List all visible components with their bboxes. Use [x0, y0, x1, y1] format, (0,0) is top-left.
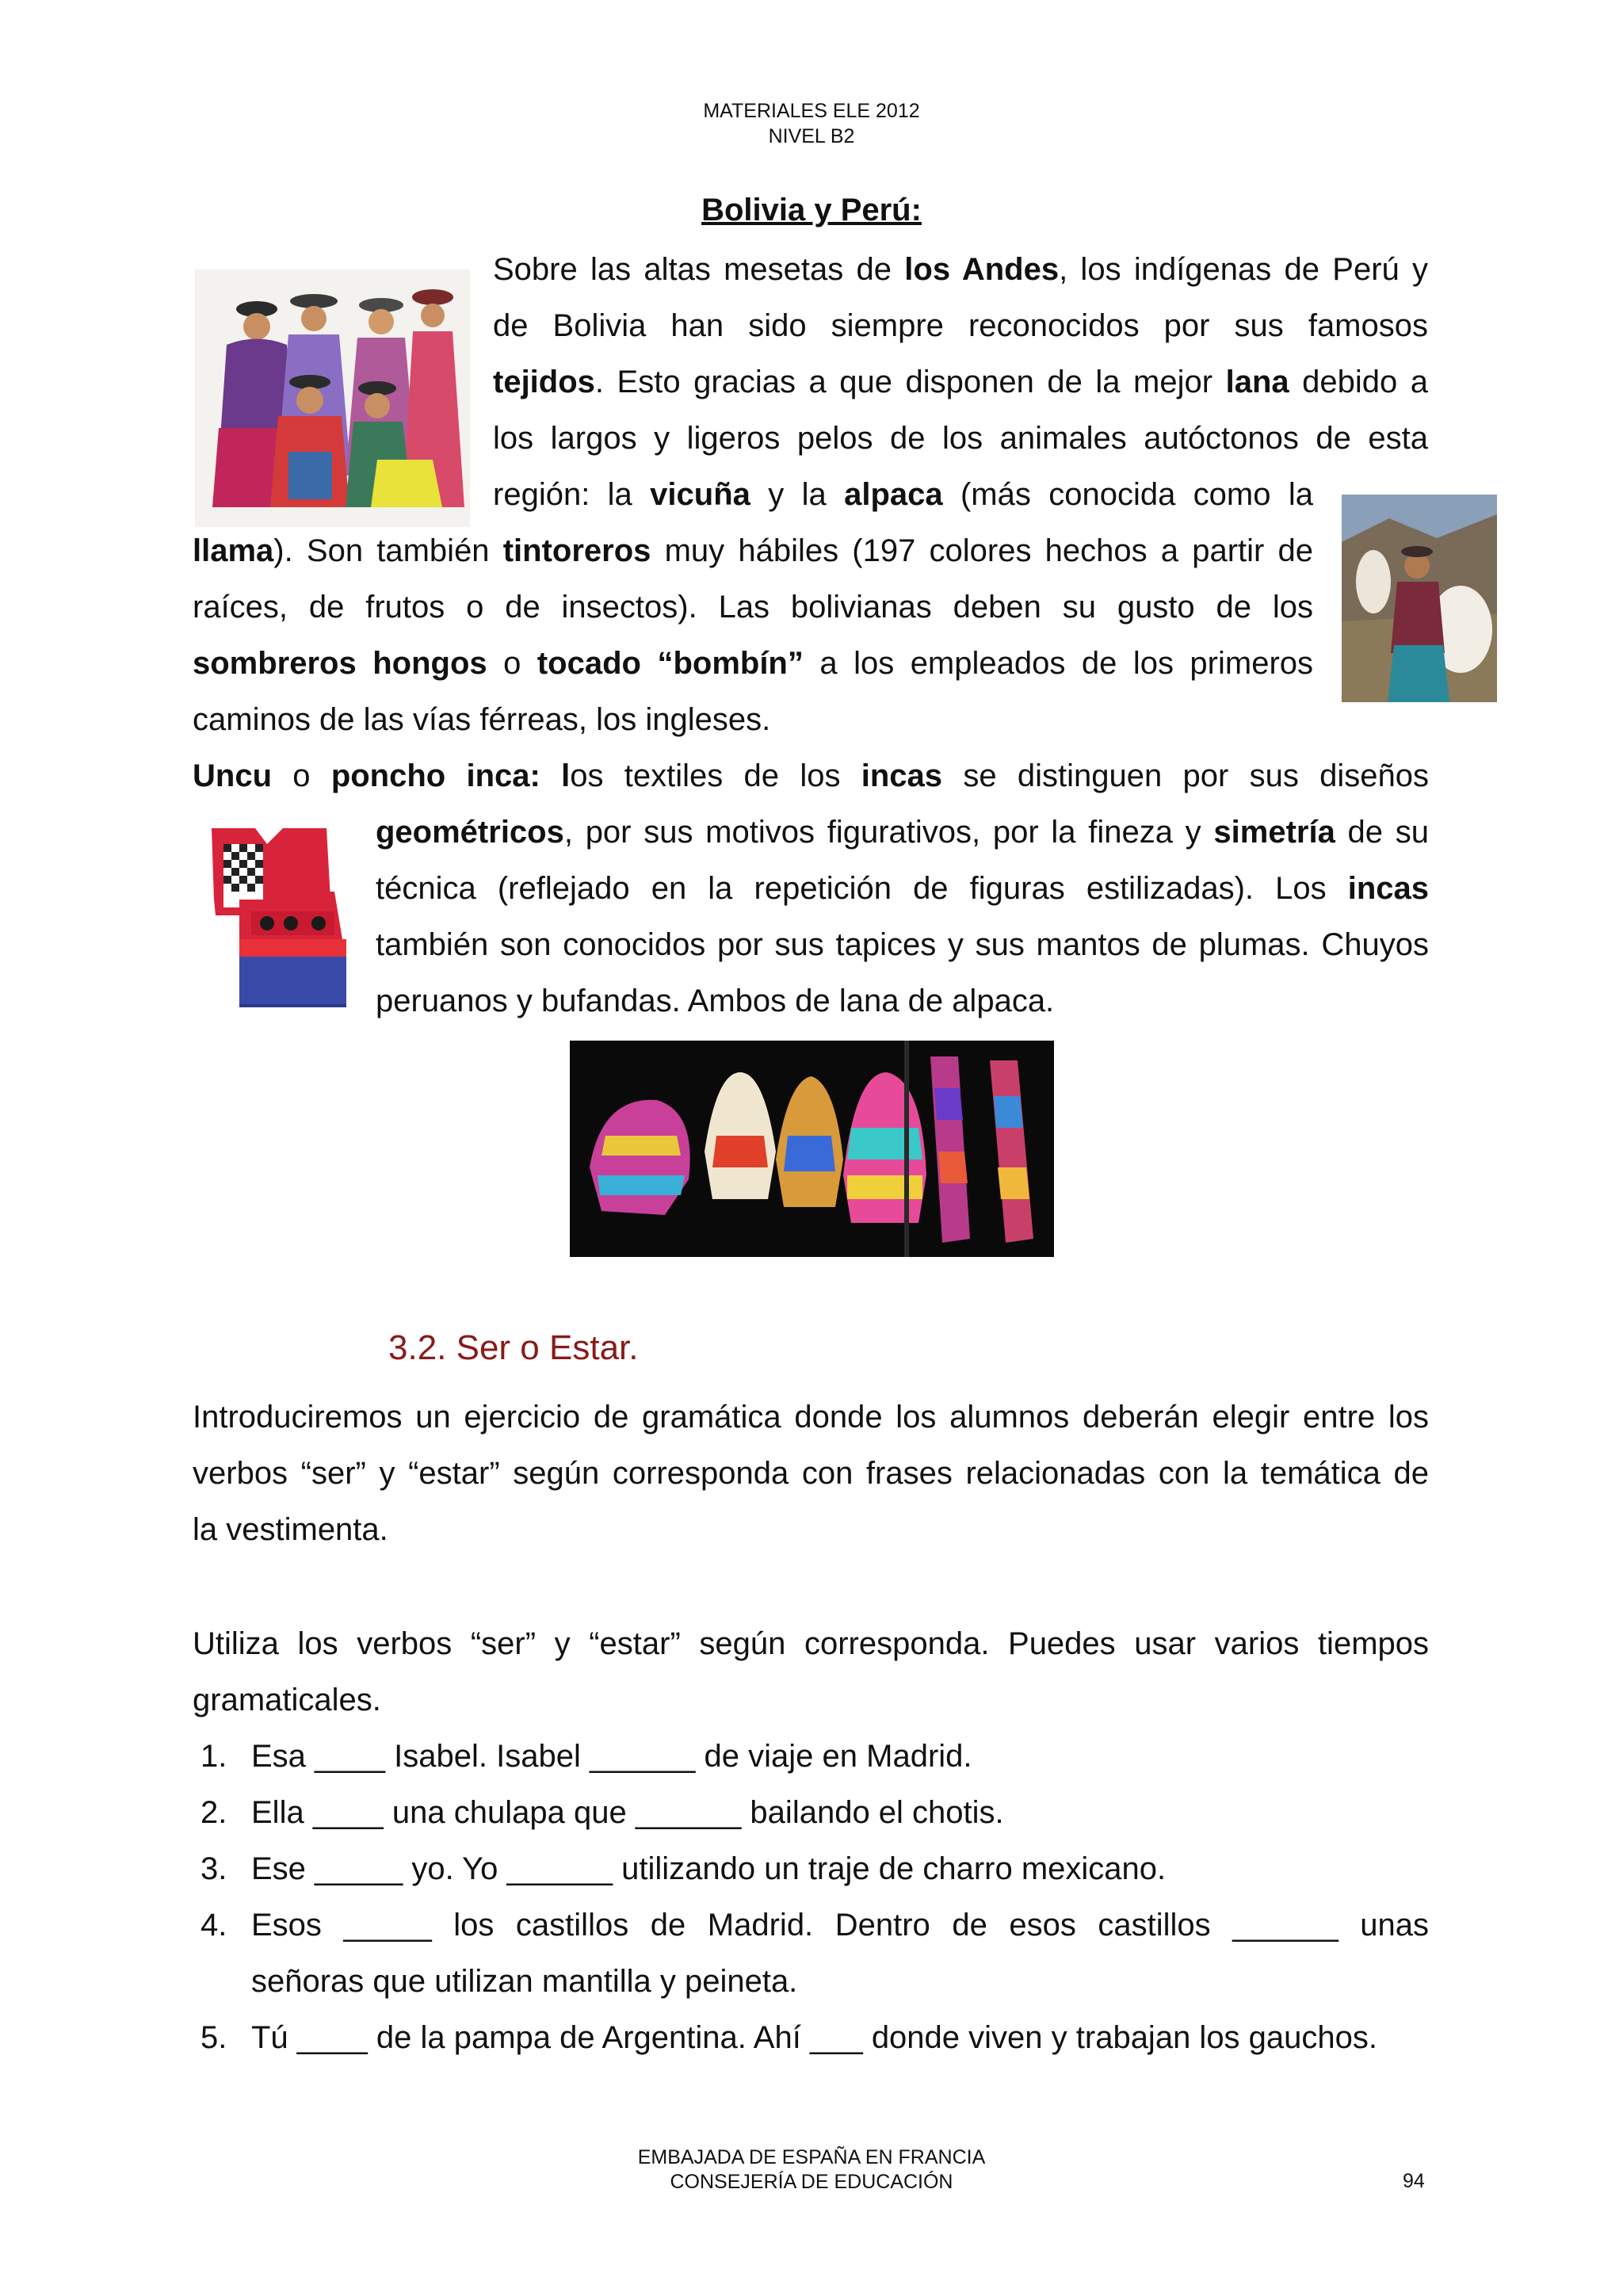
paragraph-instructions [193, 1616, 1429, 1729]
text-line: también son conocidos por sus tapices y sus mantos de plumas. Chuyos [376, 927, 1429, 962]
text-line: Utiliza los verbos “ser” y “estar” según corresponda. Puedes usar varios tiempos [193, 1626, 1429, 1661]
paragraph-bolivia-peru-line5 [493, 467, 1313, 523]
exercise-item [193, 1785, 1429, 1841]
text-line: peruanos y bufandas. Ambos de lana de alpaca. [376, 984, 1055, 1018]
text-line: gramaticales. [193, 1683, 381, 1717]
section-heading-ser-estar: 3.2. Ser o Estar. [388, 1328, 639, 1367]
text-line: tejidos. Esto gracias a que disponen de la mejor lana debido a [493, 365, 1429, 399]
poncho-inca-image [208, 820, 354, 1010]
exercise-number: 4. [200, 1908, 227, 1943]
paragraph-bolivia-peru-bottom [193, 523, 1313, 748]
text-line: la vestimenta. [193, 1512, 388, 1547]
text-line: caminos de las vías férreas, los ingleses. [193, 702, 771, 737]
header-line-2: NIVEL B2 [768, 125, 855, 147]
llama-woman-photo [1342, 495, 1497, 702]
text-line: Uncu o poncho inca: los textiles de los incas se distinguen por sus diseños [193, 758, 1429, 793]
exercise-item [193, 1897, 1429, 2010]
text-line: Sobre las altas mesetas de los Andes, los indígenas de Perú y [493, 252, 1429, 287]
exercise-item [193, 1729, 1429, 1785]
paragraph-bolivia-peru-top [493, 242, 1428, 467]
text-line: geométricos, por sus motivos figurativos, por la fineza y simetría de su [376, 815, 1430, 850]
text-line: técnica (reflejado en la repetición de figuras estilizadas). Los incas [376, 871, 1429, 906]
paragraph-uncu-body [376, 804, 1429, 1030]
exercise-list [193, 1729, 1429, 2066]
header-line-1: MATERIALES ELE 2012 [703, 100, 920, 122]
exercise-text: Esa ____ Isabel. Isabel ______ de viaje en Madrid. [251, 1739, 972, 1774]
exercise-number: 3. [200, 1851, 227, 1886]
paragraph-intro-ser-estar [193, 1389, 1429, 1558]
footer-line-2: CONSEJERÍA DE EDUCACIÓN [670, 2171, 953, 2193]
page-number: 94 [1403, 2170, 1425, 2192]
andean-people-illustration [195, 269, 470, 527]
exercise-text: Ese _____ yo. Yo ______ utilizando un traje de charro mexicano. [251, 1851, 1167, 1886]
text-line: Introduciremos un ejercicio de gramática donde los alumnos deberán elegir entre los [193, 1400, 1429, 1435]
exercise-number: 1. [200, 1739, 227, 1774]
exercise-text: Tú ____ de la pampa de Argentina. Ahí ___ donde viven y trabajan los gauchos. [251, 2020, 1378, 2055]
exercise-item [193, 1841, 1429, 1897]
text-line: de Bolivia han sido siempre reconocidos por sus famosos [493, 308, 1428, 343]
exercise-text: Esos _____ los castillos de Madrid. Dentro de esos castillos ______ unas [251, 1908, 1429, 1943]
footer-line-1: EMBAJADA DE ESPAÑA EN FRANCIA [637, 2146, 986, 2168]
text-line: sombreros hongos o tocado “bombín” a los empleados de los primeros [193, 646, 1314, 681]
knitted-hats-scarves-photo [570, 1041, 1054, 1257]
text-line: región: la vicuña y la alpaca (más conocida como la [493, 477, 1313, 512]
section-title-bolivia-peru: Bolivia y Perú: [701, 193, 922, 227]
exercise-text-continued: señoras que utilizan mantilla y peineta. [251, 1964, 798, 1999]
page-header [0, 98, 1623, 149]
text-line: raíces, de frutos o de insectos). Las bolivianas deben su gusto de los [193, 590, 1313, 625]
paragraph-uncu-first-line [193, 748, 1429, 804]
page-footer [0, 2145, 1623, 2195]
text-line: los largos y ligeros pelos de los animales autóctonos de esta [493, 421, 1428, 456]
text-line: llama). Son también tintoreros muy hábiles (197 colores hechos a partir de [193, 533, 1314, 568]
text-line: verbos “ser” y “estar” según corresponda con frases relacionadas con la temática de [193, 1456, 1429, 1491]
exercise-item [193, 2010, 1429, 2066]
exercise-number: 2. [200, 1795, 227, 1830]
exercise-text: Ella ____ una chulapa que ______ bailando el chotis. [251, 1795, 1004, 1830]
exercise-number: 5. [200, 2020, 227, 2055]
